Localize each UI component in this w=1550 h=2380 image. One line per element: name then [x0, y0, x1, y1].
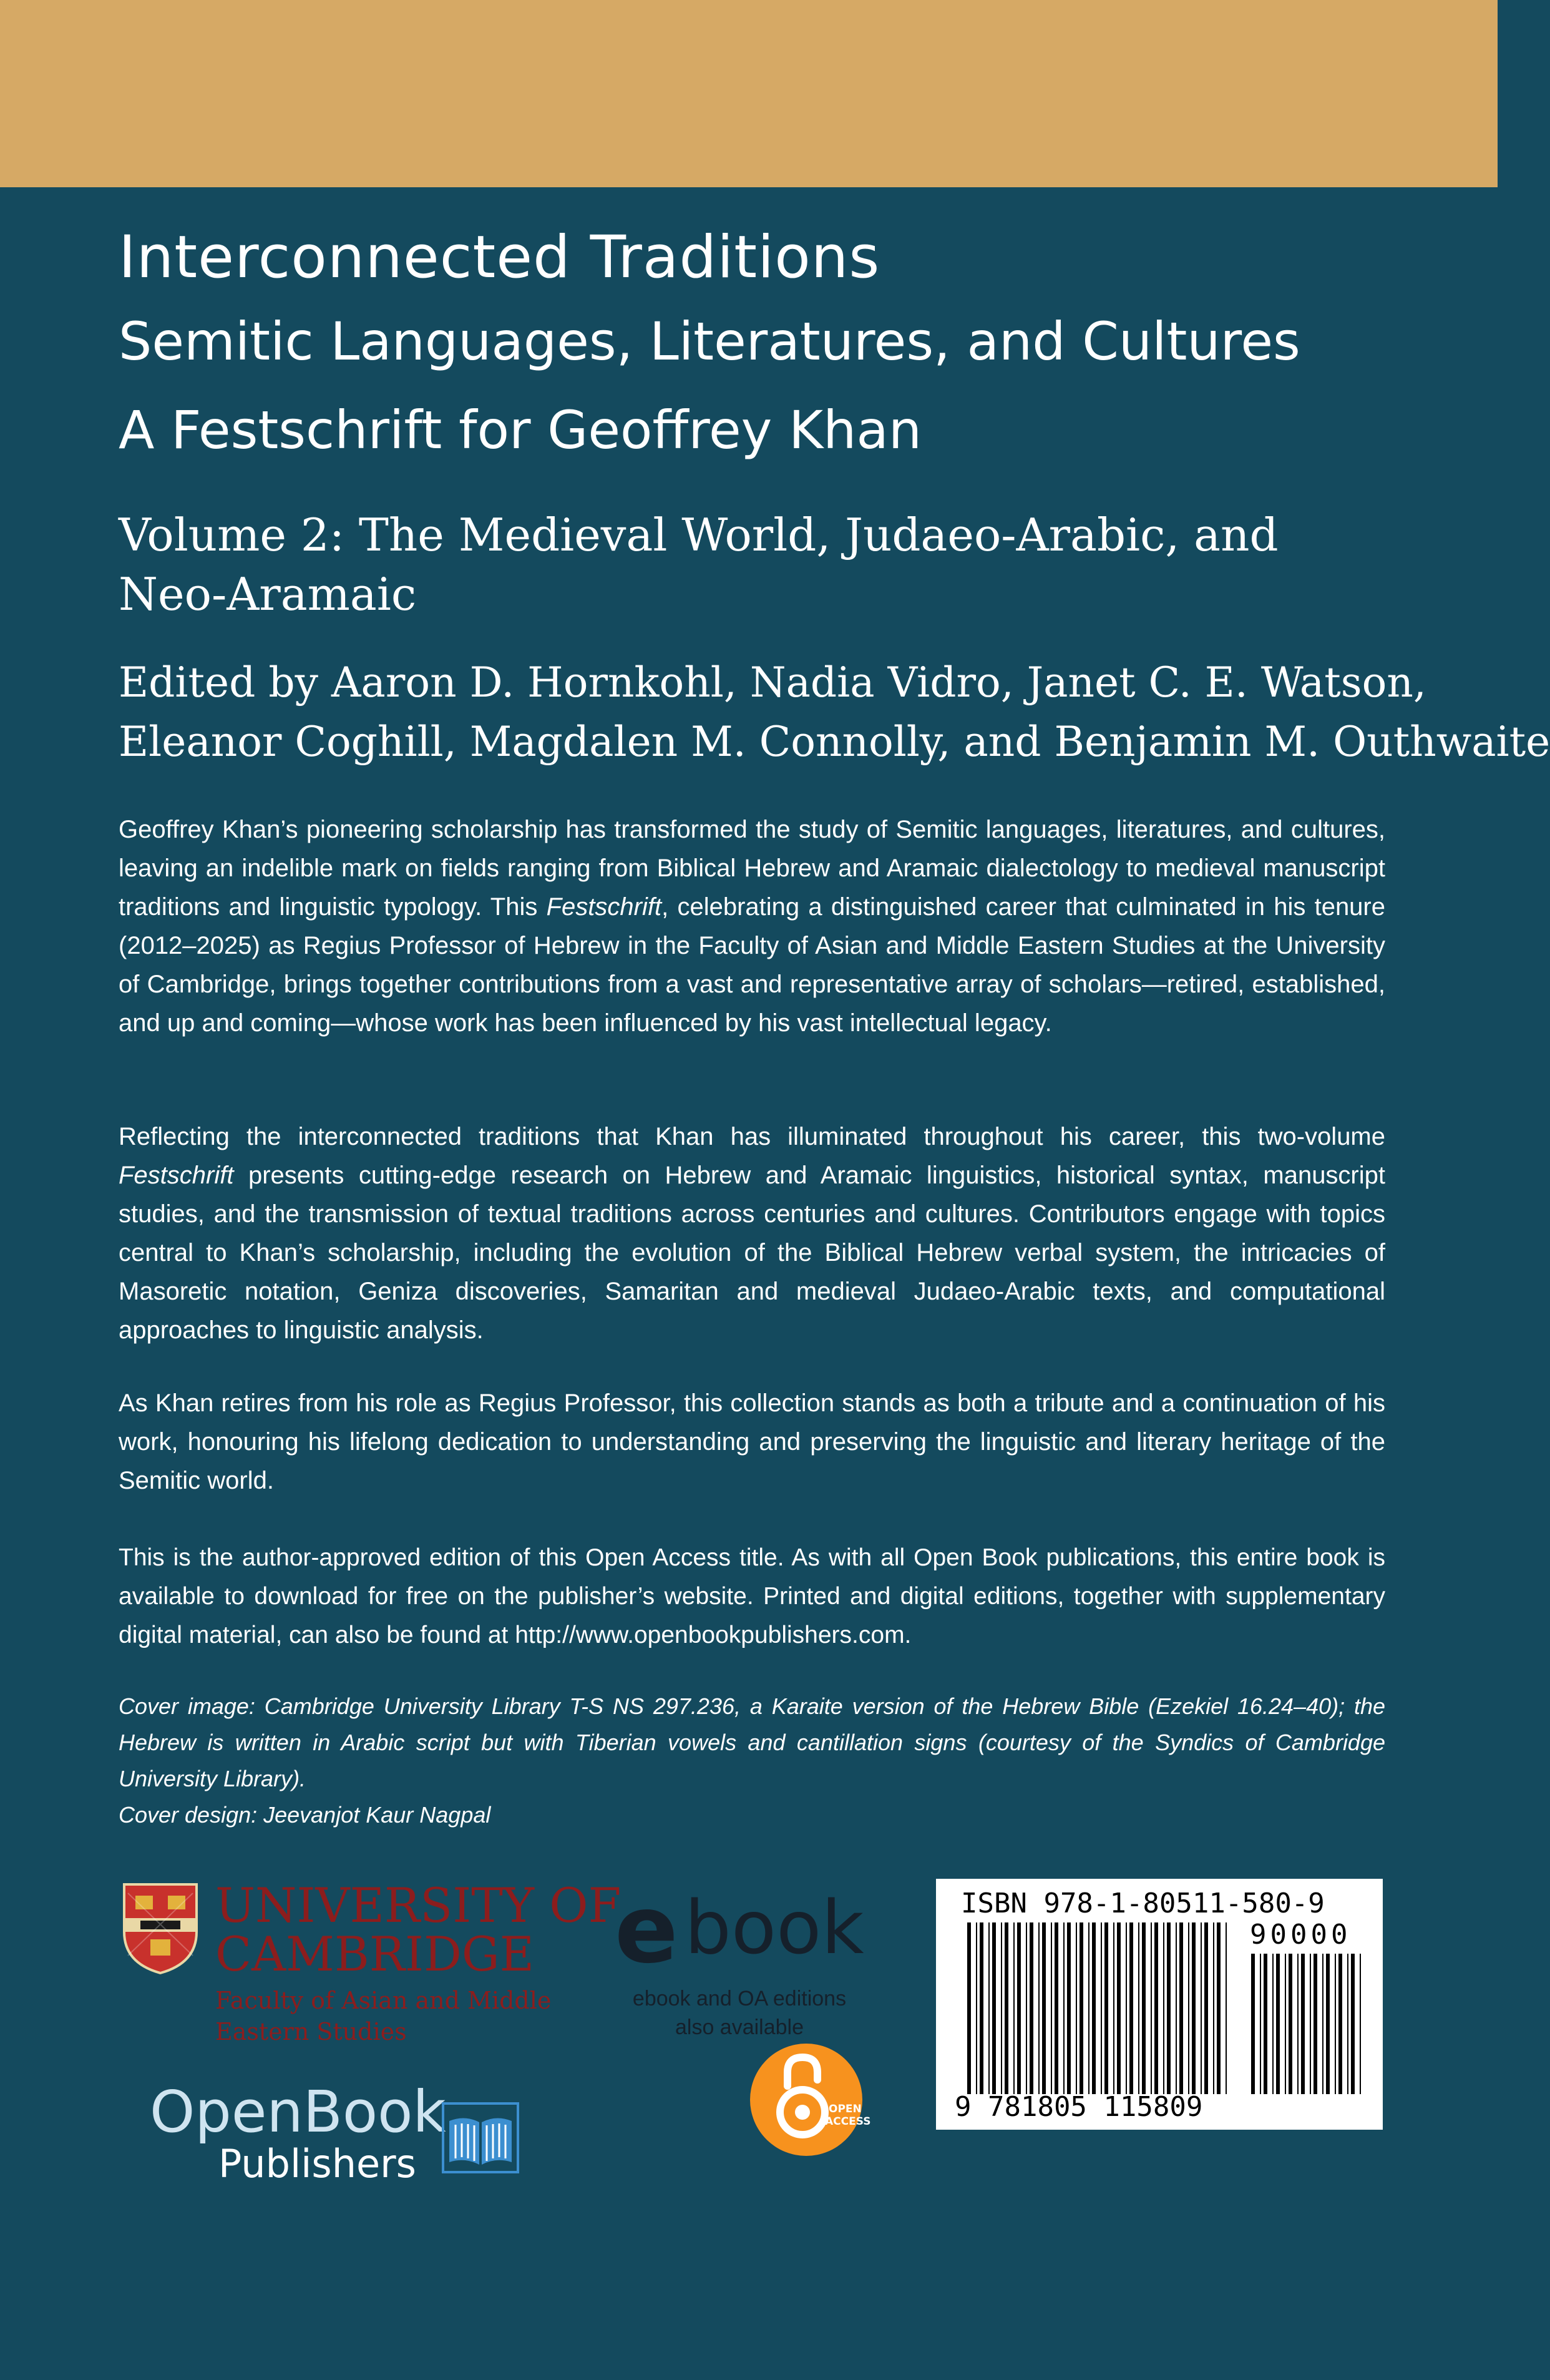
barcode-bar [1322, 1954, 1323, 2094]
barcode-bar [1260, 1954, 1261, 2094]
barcode-bar [988, 1922, 990, 2094]
barcode-bar [1113, 1922, 1114, 2094]
barcode-bar [1217, 1922, 1221, 2094]
barcode-bar [1310, 1954, 1311, 2094]
barcode-bar [1067, 1922, 1071, 2094]
barcode-bar [967, 1922, 971, 2094]
top-color-band [0, 0, 1498, 187]
barcode-bar [1360, 1954, 1361, 2094]
barcode-bar [1167, 1922, 1171, 2094]
open-access-statement: This is the author-approved edition of this Open Access title. As with all Open Book publications, this entire book is available to download for free on the publisher’s website. Printed and digital editions, together with supplementary digital material, can also be found at http://www.openbookpublishers.com. [119, 1544, 1385, 1648]
barcode-bar [1101, 1922, 1102, 2094]
barcode-bar [1117, 1922, 1121, 2094]
volume-title: Volume 2: The Medieval World, Judaeo-Arabic, and [119, 509, 1279, 561]
barcode-bar [980, 1922, 983, 2094]
barcode-bar [1063, 1922, 1065, 2094]
editors-line: Edited by Aaron D. Hornkohl, Nadia Vidro, Janet C. E. Watson, [119, 659, 1426, 707]
barcode-bar [1201, 1922, 1202, 2094]
barcode-bar [1351, 1954, 1355, 2094]
barcode-digits: 9 781805 115809 [955, 2091, 1203, 2123]
oa-label-open: OPEN [829, 2103, 862, 2115]
cover-image-credit: Cover image: Cambridge University Library T-S NS 297.236, a Karaite version of the Hebrew Bible (Ezekiel 16.24–40); the Hebrew is written in Arabic script but with Tiberian vowels and cantillation signs (courtesy of the Syndics of Cambridge University Library). [119, 1693, 1385, 1791]
barcode-bar [1276, 1954, 1280, 2094]
barcode-bar [1026, 1922, 1027, 2094]
barcode-bar [1051, 1922, 1052, 2094]
barcode-bar [1289, 1954, 1292, 2094]
barcode-bar [1301, 1954, 1305, 2094]
cover-credits [119, 1688, 1385, 1833]
barcode-bar [1163, 1922, 1164, 2094]
barcode-bar [1129, 1922, 1133, 2094]
cover-design-credit: Cover design: Jeevanjot Kaur Nagpal [119, 1802, 491, 1828]
barcode-bar [1104, 1922, 1108, 2094]
barcode-bar [1092, 1922, 1096, 2094]
barcode-bar [1154, 1922, 1158, 2094]
ebook-e-letter: e [615, 1876, 678, 1984]
cambridge-shield-icon [122, 1882, 199, 1976]
publishers-label: Publishers [218, 2141, 416, 2187]
barcode-bar [1013, 1922, 1015, 2094]
barcode-bar [1076, 1922, 1077, 2094]
editors-line-continued: Eleanor Coghill, Magdalen M. Connolly, and Benjamin M. Outhwaite [119, 718, 1550, 766]
ebook-note: ebook and OA editions [632, 1987, 847, 2010]
cambridge-logo [122, 1878, 621, 2057]
price-addon-number: 90000 [1250, 1919, 1352, 1951]
barcode-bar [1126, 1922, 1127, 2094]
barcode-bar [1335, 1954, 1336, 2094]
barcode-bar [1176, 1922, 1177, 2094]
barcode-bar [1151, 1922, 1152, 2094]
barcode-bar [1017, 1922, 1021, 2094]
ebook-logo [615, 1876, 864, 2057]
barcode-bar [976, 1922, 977, 2094]
blurb-paragraph: As Khan retires from his role as Regius Professor, this collection stands as both a tribute and a continuation of his work, honouring his lifelong dedication to understanding and preserving the linguistic and literary heritage of the Semitic world. [119, 1389, 1385, 1494]
barcode-bar [1179, 1922, 1183, 2094]
barcode-bar [1251, 1954, 1255, 2094]
faculty-name: Faculty of Asian and Middle [215, 1987, 552, 2014]
barcode-bar [1213, 1922, 1214, 2094]
isbn-number: ISBN 978-1-80511-580-9 [961, 1888, 1325, 1919]
barcode-bar [1226, 1922, 1227, 2094]
open-book-icon [443, 2103, 518, 2172]
barcode-bar [1080, 1922, 1083, 2094]
barcode-bar [1038, 1922, 1040, 2094]
barcode-bar [1314, 1954, 1317, 2094]
barcode-bar [1142, 1922, 1146, 2094]
barcode-bar [1338, 1954, 1342, 2094]
blurb-paragraph: Reflecting the interconnected traditions that Khan has illuminated throughout his career, this two-volume Festschrift presents cutting-edge research on Hebrew and Aramaic linguistics, historical syntax, manuscript studies, and the transmission of textual traditions across centuries and cultures. Contributors engage with topics central to Khan’s scholarship, including the evolution of the Biblical Hebrew verbal system, the intricacies of Masoretic notation, Geniza discoveries, Samaritan and medieval Judaeo-Arabic texts, and computational approaches to linguistic analysis. [119, 1123, 1385, 1344]
book-title: Interconnected Traditions [119, 223, 880, 291]
university-name-cambridge: CAMBRIDGE [215, 1926, 535, 1982]
barcode-bar [1005, 1922, 1008, 2094]
volume-title-continued: Neo-Aramaic [119, 568, 417, 620]
barcode-bar [1001, 1922, 1002, 2094]
barcode-bar [1204, 1922, 1208, 2094]
isbn-barcode [936, 1879, 1383, 2130]
book-subtitle-festschrift: A Festschrift for Geoffrey Khan [119, 399, 922, 461]
openbook-publishers-logo [150, 2079, 537, 2203]
university-name: UNIVERSITY OF [215, 1878, 621, 1933]
openbook-name: OpenBook [150, 2079, 446, 2145]
barcode-bar [1042, 1922, 1046, 2094]
barcode-bar [1088, 1922, 1089, 2094]
barcode-bar [1297, 1954, 1299, 2094]
barcode-bar [1192, 1922, 1196, 2094]
ebook-word: book [685, 1884, 864, 1971]
blurb-paragraph: Geoffrey Khan’s pioneering scholarship has transformed the study of Semitic languages, literatures, and cultures, leaving an indelible mark on fields ranging from Biblical Hebrew and Aramaic dialectology to medieval manuscript traditions and linguistic typology. This Festschrift, celebrating a distinguished career that culminated in his tenure (2012–2025) as Regius Professor of Hebrew in the Faculty of Asian and Middle Eastern Studies at the University of Cambridge, brings together contributions from a vast and representative array of scholars—retired, established, and up and coming—whose work has been influenced by his vast intellectual legacy. [119, 816, 1385, 1037]
barcode-bar [1326, 1954, 1330, 2094]
barcode-bar [1055, 1922, 1058, 2094]
oa-label-access: ACCESS [825, 2115, 871, 2128]
ebook-note-continued: also available [675, 2015, 804, 2039]
barcode-bar [1264, 1954, 1267, 2094]
barcode-bar [1347, 1954, 1348, 2094]
barcode-bar [1030, 1922, 1033, 2094]
barcode-bar [992, 1922, 996, 2094]
barcode-bar [1188, 1922, 1189, 2094]
barcode-bar [1285, 1954, 1286, 2094]
barcode-bar [1272, 1954, 1274, 2094]
book-subtitle: Semitic Languages, Literatures, and Cultures [119, 311, 1300, 372]
faculty-name-continued: Eastern Studies [215, 2018, 407, 2045]
open-access-badge-icon [749, 2042, 871, 2158]
barcode-bar [1138, 1922, 1139, 2094]
